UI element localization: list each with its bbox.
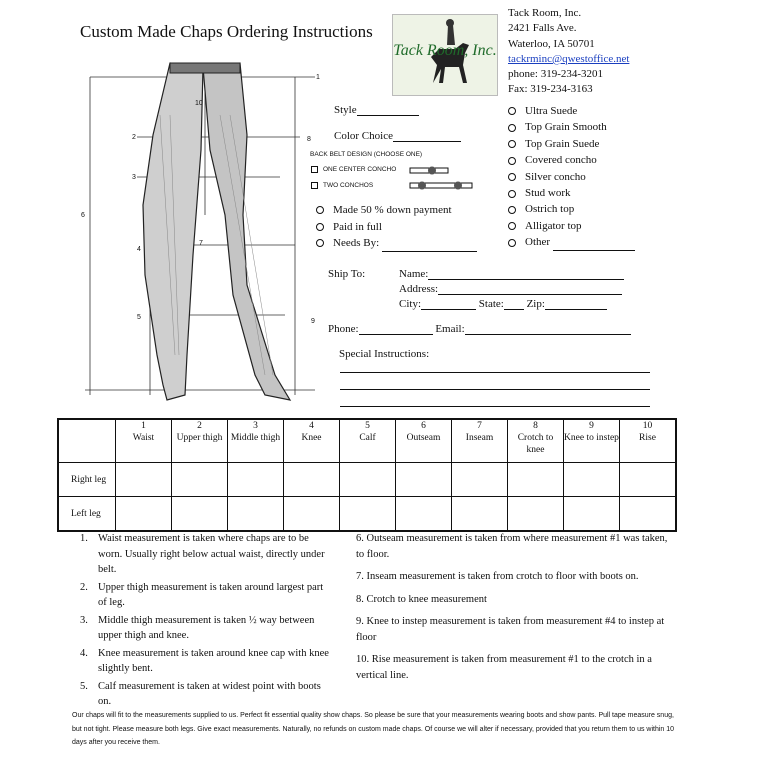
diagram-label-6: 6 bbox=[81, 212, 85, 219]
measurement-cell[interactable] bbox=[396, 463, 452, 497]
other-line[interactable] bbox=[553, 250, 635, 251]
measurement-cell[interactable] bbox=[284, 463, 340, 497]
measurement-cell[interactable] bbox=[340, 463, 396, 497]
measurement-cell[interactable] bbox=[508, 497, 564, 532]
company-street: 2421 Falls Ave. bbox=[508, 22, 577, 35]
measurement-cell[interactable] bbox=[284, 497, 340, 532]
diagram-label-1: 1 bbox=[316, 74, 320, 81]
needs-by[interactable]: Needs By: bbox=[316, 235, 477, 252]
table-row bbox=[58, 463, 676, 497]
name-line[interactable] bbox=[428, 279, 624, 280]
table-row bbox=[58, 497, 676, 532]
payment-options bbox=[316, 202, 477, 252]
material-top-grain-smooth[interactable]: Top Grain Smooth bbox=[508, 119, 635, 135]
special-line-3[interactable] bbox=[340, 406, 650, 407]
company-name: Tack Room, Inc. bbox=[508, 7, 582, 19]
material-ostrich-top[interactable]: Ostrich top bbox=[508, 201, 635, 217]
ship-to-label: Ship To: bbox=[328, 268, 366, 280]
chaps-diagram bbox=[75, 55, 325, 415]
style-field[interactable] bbox=[334, 104, 419, 116]
color-field[interactable] bbox=[334, 130, 461, 142]
measurement-cell[interactable] bbox=[228, 463, 284, 497]
column-header: 10 Rise bbox=[620, 419, 677, 463]
color-input-line[interactable] bbox=[393, 141, 461, 142]
material-silver-concho[interactable]: Silver concho bbox=[508, 169, 635, 185]
one-concho-checkbox[interactable] bbox=[311, 166, 318, 173]
material-other[interactable]: Other bbox=[508, 234, 635, 250]
instruction-item: 7. Inseam measurement is taken from crotch to floor with boots on. bbox=[356, 571, 639, 582]
column-header: 1 Waist bbox=[116, 419, 172, 463]
diagram-label-10: 10 bbox=[195, 100, 203, 107]
company-fax: Fax: 319-234-3163 bbox=[508, 83, 593, 96]
instruction-item: 4. Knee measurement is taken around knee cap with knee slightly bent. bbox=[80, 647, 329, 674]
column-header: 8 Crotch to knee bbox=[508, 419, 564, 463]
column-header: 3 Middle thigh bbox=[228, 419, 284, 463]
instruction-item: 1. Waist measurement is taken where chaps are to be worn. Usually right below actual waist, directly under belt. bbox=[80, 533, 325, 575]
material-ultra-suede[interactable]: Ultra Suede bbox=[508, 103, 635, 119]
measurement-cell[interactable] bbox=[116, 497, 172, 532]
row-label-right-leg: Right leg bbox=[58, 463, 116, 497]
measurement-cell[interactable] bbox=[116, 463, 172, 497]
phone-line[interactable] bbox=[359, 334, 433, 335]
company-city: Waterloo, IA 50701 bbox=[508, 37, 595, 50]
two-conchos-option[interactable] bbox=[311, 182, 373, 189]
material-covered-concho[interactable]: Covered concho bbox=[508, 152, 635, 168]
instructions-right bbox=[356, 531, 668, 683]
bullet-icon[interactable] bbox=[508, 206, 516, 214]
measurement-cell[interactable] bbox=[396, 497, 452, 532]
state-line[interactable] bbox=[504, 309, 524, 310]
city-line[interactable] bbox=[421, 309, 476, 310]
company-phone: phone: 319-234-3201 bbox=[508, 68, 604, 81]
measurement-cell[interactable] bbox=[564, 497, 620, 532]
instruction-item: 8. Crotch to knee measurement bbox=[356, 593, 487, 605]
phone-email-field[interactable]: Phone: Email: bbox=[328, 323, 631, 335]
bullet-icon[interactable] bbox=[508, 140, 516, 148]
email-line[interactable] bbox=[465, 334, 631, 335]
company-email[interactable]: tackrminc@qwestoffice.net bbox=[508, 52, 630, 65]
bullet-icon[interactable] bbox=[508, 157, 516, 165]
table-header-row bbox=[58, 419, 676, 463]
instructions-left bbox=[80, 531, 332, 710]
diagram-label-9: 9 bbox=[311, 318, 315, 325]
diagram-label-7: 7 bbox=[199, 240, 203, 247]
bullet-icon[interactable] bbox=[316, 239, 324, 247]
address-field[interactable]: Address: bbox=[399, 283, 622, 295]
measurement-cell[interactable] bbox=[452, 463, 508, 497]
instruction-item: 2. Upper thigh measurement is taken around largest part of leg. bbox=[80, 581, 324, 608]
column-header: 4 Knee bbox=[284, 419, 340, 463]
two-conchos-label: TWO CONCHOS bbox=[323, 182, 374, 190]
material-stud-work[interactable]: Stud work bbox=[508, 185, 635, 201]
payment-down[interactable]: Made 50 % down payment bbox=[316, 202, 477, 219]
measurement-cell[interactable] bbox=[620, 497, 677, 532]
company-logo bbox=[392, 14, 498, 96]
special-line-1[interactable] bbox=[340, 372, 650, 373]
measurement-cell[interactable] bbox=[452, 497, 508, 532]
bullet-icon[interactable] bbox=[508, 107, 516, 115]
column-header: 2 Upper thigh bbox=[172, 419, 228, 463]
measurement-cell[interactable] bbox=[340, 497, 396, 532]
concho-belt-illustration bbox=[400, 163, 480, 193]
measurement-cell[interactable] bbox=[564, 463, 620, 497]
style-label: Style bbox=[334, 104, 357, 116]
needs-by-line[interactable] bbox=[382, 251, 477, 252]
name-field[interactable]: Name: bbox=[399, 268, 624, 280]
color-label: Color Choice bbox=[334, 130, 393, 142]
special-instructions-label: Special Instructions: bbox=[339, 348, 430, 360]
bullet-icon[interactable] bbox=[508, 222, 516, 230]
measurement-cell[interactable] bbox=[172, 463, 228, 497]
page-title: Custom Made Chaps Ordering Instructions bbox=[80, 22, 373, 41]
bullet-icon[interactable] bbox=[316, 223, 324, 231]
instruction-item: 5. Calf measurement is taken at widest point with boots on. bbox=[80, 680, 321, 707]
diagram-label-4: 4 bbox=[137, 246, 141, 253]
material-top-grain-suede[interactable]: Top Grain Suede bbox=[508, 136, 635, 152]
instruction-item: 9. Knee to instep measurement is taken from measurement #4 to instep at floor bbox=[356, 616, 665, 643]
diagram-label-5: 5 bbox=[137, 314, 141, 321]
materials-list bbox=[508, 103, 635, 251]
table-corner bbox=[58, 419, 116, 463]
instruction-item: 6. Outseam measurement is taken from where measurement #1 was taken, to floor. bbox=[356, 533, 668, 560]
column-header: 6 Outseam bbox=[396, 419, 452, 463]
bullet-icon[interactable] bbox=[316, 206, 324, 214]
logo-text: Tack Room, Inc. bbox=[393, 42, 497, 59]
style-input-line[interactable] bbox=[357, 115, 419, 116]
column-header: 9 Knee to instep bbox=[564, 419, 620, 463]
row-label-left-leg: Left leg bbox=[58, 497, 116, 532]
instruction-item: 3. Middle thigh measurement is taken ½ way between upper thigh and knee. bbox=[80, 614, 315, 641]
bullet-icon[interactable] bbox=[508, 190, 516, 198]
column-header: 5 Calf bbox=[340, 419, 396, 463]
measurement-cell[interactable] bbox=[620, 463, 677, 497]
footer-note: Our chaps will fit to the measurements supplied to us. Perfect fit essential quality show chaps. So please be sure that your measurements wearing boots and show pants. Pull tape measure snug, but not tight. Please measure both legs. Give exact measurements. Naturally, no refunds on custom made chaps. Of course we will alter if necessary, provided that you return them to us within 10 days after you receive them. bbox=[72, 712, 675, 746]
city-state-zip-field[interactable]: City: State: Zip: bbox=[399, 298, 607, 310]
one-concho-label: ONE CENTER CONCHO bbox=[323, 166, 397, 174]
diagram-label-8: 8 bbox=[307, 136, 311, 143]
payment-full[interactable]: Paid in full bbox=[316, 219, 477, 236]
two-conchos-checkbox[interactable] bbox=[311, 182, 318, 189]
zip-line[interactable] bbox=[545, 309, 607, 310]
address-line[interactable] bbox=[438, 294, 622, 295]
company-address bbox=[508, 6, 629, 98]
one-concho-option[interactable] bbox=[311, 166, 396, 173]
material-alligator-top[interactable]: Alligator top bbox=[508, 218, 635, 234]
special-line-2[interactable] bbox=[340, 389, 650, 390]
bullet-icon[interactable] bbox=[508, 124, 516, 132]
instruction-item: 10. Rise measurement is taken from measurement #1 to the crotch in a vertical line. bbox=[356, 654, 652, 681]
measurement-cell[interactable] bbox=[508, 463, 564, 497]
measurement-cell[interactable] bbox=[228, 497, 284, 532]
bullet-icon[interactable] bbox=[508, 239, 516, 247]
measurement-cell[interactable] bbox=[172, 497, 228, 532]
bullet-icon[interactable] bbox=[508, 173, 516, 181]
back-belt-heading: BACK BELT DESIGN (CHOOSE ONE) bbox=[310, 151, 423, 158]
column-header: 7 Inseam bbox=[452, 419, 508, 463]
diagram-label-3: 3 bbox=[132, 174, 136, 181]
measurement-table bbox=[57, 418, 677, 532]
diagram-label-2: 2 bbox=[132, 134, 136, 141]
